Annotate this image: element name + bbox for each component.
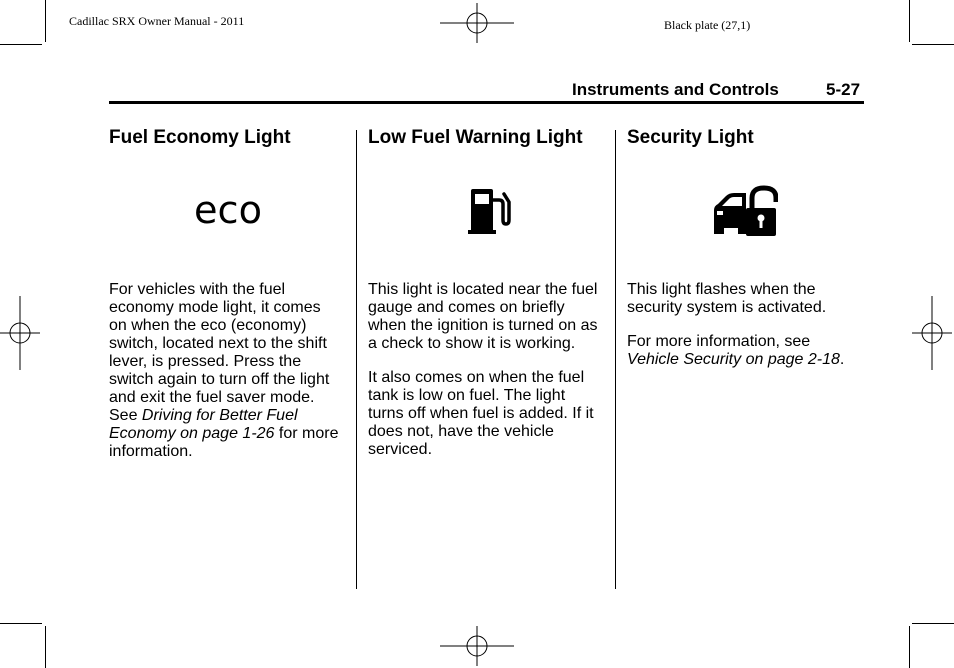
plate-number: Black plate (27,1): [664, 18, 751, 32]
low-fuel-body: [368, 265, 600, 475]
low-fuel-section: [368, 126, 600, 150]
plate-manual-title: Cadillac SRX Owner Manual - 2011: [69, 14, 245, 28]
registration-mark-bottom: [440, 626, 514, 666]
paragraph: [368, 281, 600, 353]
eco-icon: [192, 190, 266, 230]
paragraph: [627, 333, 859, 369]
crop-mark: [45, 626, 46, 668]
section-heading: Fuel Economy Light: [109, 127, 291, 148]
paragraph-text: For vehicles with the fuel economy mode light, it comes on when the eco (economy) switch, located next to the shift lever, is pressed. Press the switch again to turn off the light and exit the fuel saver mode. See: [109, 281, 330, 424]
paragraph-text: .: [839, 351, 845, 368]
cross-reference-link[interactable]: Vehicle Security on page 2-18: [627, 351, 840, 368]
cross-reference-link[interactable]: Driving for Better Fuel Economy on page 1-26: [109, 407, 298, 442]
eco-icon-label: eco: [194, 190, 262, 230]
car-padlock-icon: [712, 184, 778, 238]
fuel-economy-section: [109, 126, 341, 150]
paragraph-text: This light flashes when the security system is activated.: [627, 281, 827, 316]
fuel-pump-icon: [468, 186, 514, 236]
crop-mark: [0, 44, 42, 45]
section-heading: Security Light: [627, 127, 754, 148]
paragraph-text: This light is located near the fuel gauge and comes on briefly when the ignition is turned on as a check to show it is working.: [368, 281, 598, 352]
security-section: [627, 126, 859, 150]
crop-mark: [912, 44, 954, 45]
paragraph: [109, 281, 341, 461]
crop-mark: [0, 623, 42, 624]
header-rule: [109, 101, 864, 104]
crop-mark: [909, 0, 910, 42]
fuel-economy-body: [109, 265, 341, 477]
section-heading: Low Fuel Warning Light: [368, 127, 583, 148]
paragraph: [627, 281, 859, 317]
registration-mark-right: [912, 296, 952, 370]
column-divider: [356, 130, 357, 589]
registration-mark-left: [0, 296, 40, 370]
crop-mark: [909, 626, 910, 668]
paragraph-text: for more information.: [109, 425, 339, 460]
paragraph-text: For more information, see: [627, 333, 811, 350]
column-divider: [615, 130, 616, 589]
page-number: 5-27: [826, 80, 861, 99]
registration-mark-top: [440, 3, 514, 43]
paragraph-text: It also comes on when the fuel tank is low on fuel. The light turns off when fuel is added. If it does not, have the vehicle serviced.: [368, 369, 594, 458]
security-body: [627, 265, 859, 385]
crop-mark: [912, 623, 954, 624]
paragraph: [368, 369, 600, 459]
crop-mark: [45, 0, 46, 42]
section-title: Instruments and Controls: [572, 80, 779, 99]
